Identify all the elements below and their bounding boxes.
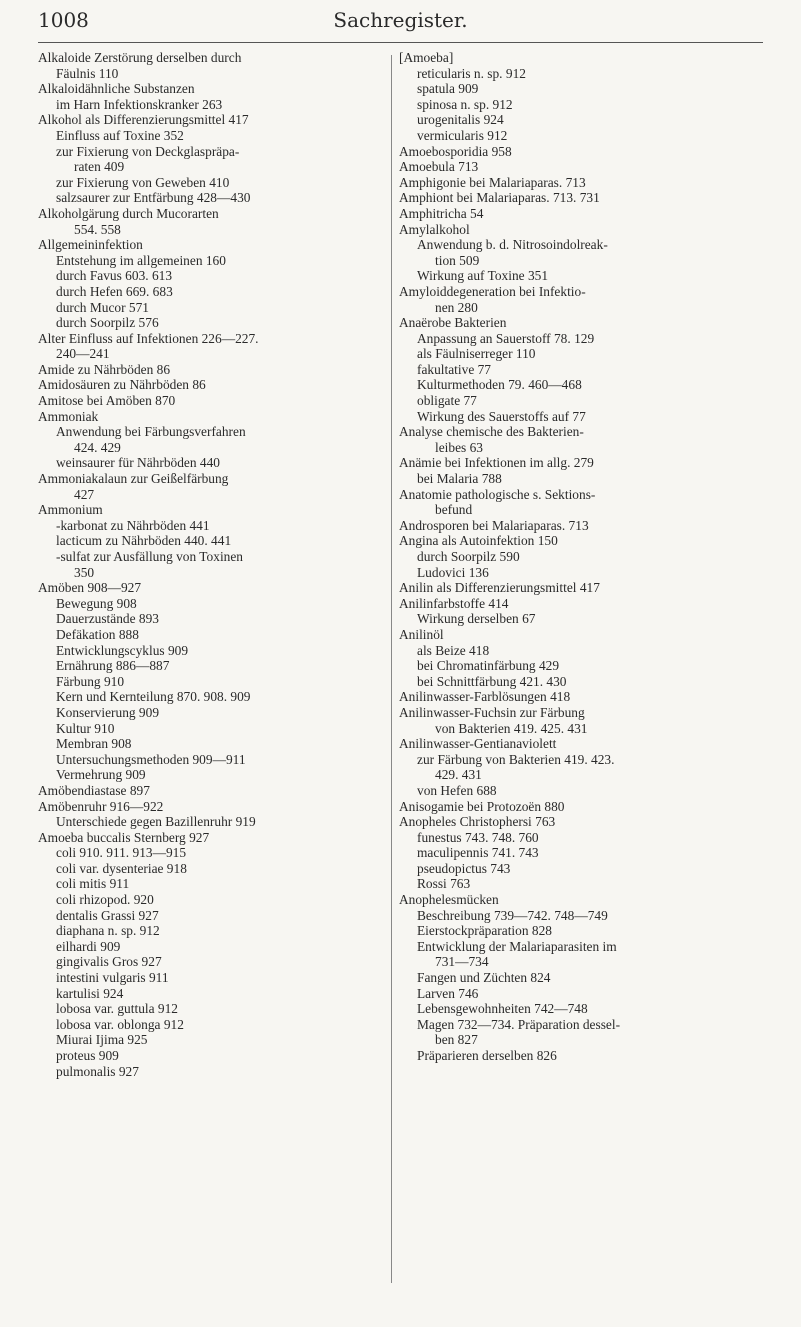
- index-entry: proteus 909: [56, 1048, 119, 1063]
- index-entry: Amöben 908—927: [38, 580, 142, 596]
- index-entry: intestini vulgaris 911: [56, 970, 169, 986]
- index-entry: befund: [435, 502, 473, 518]
- index-entry: Anopheles Christophersi 763: [399, 814, 556, 830]
- index-entry: [Amoeba]: [399, 50, 454, 65]
- index-entry: Entstehung im allgemeinen 160: [56, 252, 226, 268]
- index-entry: raten 409: [74, 159, 125, 175]
- index-entry: funestus 743. 748. 760: [417, 829, 539, 845]
- index-entry: durch Soorpilz 590: [417, 549, 520, 564]
- index-entry: Anilinwasser-Gentianaviolett: [399, 736, 557, 752]
- index-entry: lobosa var. guttula 912: [56, 1001, 178, 1017]
- index-entry: Anilinöl: [399, 626, 444, 642]
- index-entry: tion 509: [435, 252, 480, 268]
- index-entry: maculipennis 741. 743: [417, 845, 539, 861]
- index-entry: reticularis n. sp. 912: [417, 65, 526, 81]
- header-rule: [38, 42, 763, 43]
- index-entry: Anpassung an Sauerstoff 78. 129: [417, 330, 595, 346]
- index-entry: von Bakterien 419. 425. 431: [435, 720, 588, 736]
- index-entry: 429. 431: [435, 767, 482, 783]
- index-entry: 554. 558: [74, 221, 121, 237]
- index-entry: spinosa n. sp. 912: [417, 96, 513, 112]
- index-entry: -sulfat zur Ausfällung von Toxinen: [56, 549, 243, 564]
- index-entry: 240—241: [56, 346, 110, 362]
- index-entry: obligate 77: [417, 393, 477, 409]
- index-entry: Präparieren derselben 826: [417, 1048, 557, 1063]
- index-entry: Untersuchungsmethoden 909—911: [56, 751, 246, 767]
- index-entry: Amyloiddegeneration bei Infektio-: [399, 283, 586, 299]
- index-entry: Analyse chemische des Bakterien-: [399, 424, 584, 440]
- index-entry: diaphana n. sp. 912: [56, 923, 160, 939]
- index-entry: eilhardi 909: [56, 938, 121, 954]
- index-entry: Amoebula 713: [399, 159, 479, 175]
- index-entry: zur Fixierung von Geweben 410: [56, 174, 230, 190]
- index-entry: Ammoniak: [38, 408, 99, 424]
- index-entry: Ludovici 136: [417, 564, 489, 580]
- index-entry: bei Malaria 788: [417, 471, 502, 487]
- index-entry: Anwendung b. d. Nitrosoindolreak-: [417, 237, 608, 253]
- index-entry: Ernährung 886—887: [56, 658, 170, 674]
- index-entry: Rossi 763: [417, 876, 471, 892]
- index-entry: Membran 908: [56, 736, 132, 752]
- index-entry: Bewegung 908: [56, 595, 137, 611]
- index-entry: Anilinwasser-Fuchsin zur Färbung: [399, 704, 585, 720]
- index-entry: Anatomie pathologische s. Sektions-: [399, 486, 596, 502]
- index-entry: Larven 746: [417, 985, 479, 1001]
- index-entry: 427: [74, 486, 95, 502]
- index-entry: pulmonalis 927: [56, 1063, 139, 1079]
- index-entry: Wirkung auf Toxine 351: [417, 268, 549, 284]
- index-entry: Lebensgewohnheiten 742—748: [417, 1001, 588, 1017]
- index-entry: Entwicklung der Malariaparasiten im: [417, 938, 617, 954]
- index-entry: Anilinfarbstoffe 414: [399, 595, 509, 611]
- index-entry: bei Schnittfärbung 421. 430: [417, 673, 567, 689]
- index-entry: Anämie bei Infektionen im allg. 279: [399, 455, 594, 471]
- index-entry: durch Mucor 571: [56, 299, 149, 315]
- index-entry: Konservierung 909: [56, 704, 160, 720]
- index-entry: Alkoholgärung durch Mucorarten: [38, 205, 219, 221]
- index-entry: Ammonium: [38, 502, 103, 518]
- index-entry: Amylalkohol: [399, 221, 470, 237]
- index-entry: pseudopictus 743: [417, 860, 511, 876]
- index-entry: Amide zu Nährböden 86: [38, 361, 171, 377]
- index-entry: Amoebosporidia 958: [399, 143, 512, 159]
- index-entry: Ammoniakalaun zur Geißelfärbung: [38, 471, 229, 487]
- index-entry: durch Hefen 669. 683: [56, 283, 173, 299]
- index-entry: Beschreibung 739—742. 748—749: [417, 907, 608, 923]
- index-entry: lacticum zu Nährböden 440. 441: [56, 533, 232, 549]
- index-entry: salzsaurer zur Entfärbung 428—430: [56, 190, 251, 206]
- index-entry: im Harn Infektionskranker 263: [56, 96, 223, 112]
- index-entry: Einfluss auf Toxine 352: [56, 127, 184, 143]
- index-entry: Miurai Ijima 925: [56, 1032, 148, 1048]
- index-entry: Amphitricha 54: [399, 205, 484, 221]
- index-entry: Alkohol als Differenzierungsmittel 417: [38, 112, 249, 128]
- index-entry: dentalis Grassi 927: [56, 907, 159, 923]
- index-entry: Amphiont bei Malariaparas. 713. 731: [399, 190, 600, 206]
- index-entry: Allgemeininfektion: [38, 237, 143, 253]
- index-entry: Dauerzustände 893: [56, 611, 159, 627]
- index-entry: zur Fixierung von Deckglaspräpa-: [56, 143, 240, 159]
- index-entry: Amöbendiastase 897: [38, 782, 150, 798]
- index-entry: Wirkung derselben 67: [417, 611, 536, 627]
- page-number: 1008: [38, 8, 89, 32]
- index-entry: Amphigonie bei Malariaparas. 713: [399, 174, 586, 190]
- index-entry: kartulisi 924: [56, 985, 124, 1001]
- index-entry: Anilin als Differenzierungsmittel 417: [399, 580, 600, 596]
- index-entry: Magen 732—734. Präparation dessel-: [417, 1016, 621, 1032]
- index-entry: Defäkation 888: [56, 626, 139, 642]
- index-entry: Amöbenruhr 916—922: [38, 798, 164, 814]
- index-entry: weinsaurer für Nährböden 440: [56, 455, 220, 471]
- index-entry: coli mitis 911: [56, 876, 130, 892]
- running-title: Sachregister.: [333, 8, 468, 32]
- index-entry: ben 827: [435, 1032, 478, 1048]
- index-entry: Anaërobe Bakterien: [399, 315, 507, 331]
- index-entry: Amoeba buccalis Sternberg 927: [38, 829, 210, 845]
- index-entry: Kultur 910: [56, 720, 115, 736]
- index-entry: Angina als Autoinfektion 150: [399, 533, 558, 549]
- index-entry: Kern und Kernteilung 870. 908. 909: [56, 689, 251, 705]
- index-entry: Amitose bei Amöben 870: [38, 393, 176, 409]
- index-entry: Fäulnis 110: [56, 65, 119, 81]
- index-entry: -karbonat zu Nährböden 441: [56, 517, 210, 533]
- index-entry: Kulturmethoden 79. 460—468: [417, 377, 582, 393]
- index-entry: nen 280: [435, 299, 478, 315]
- index-entry: bei Chromatinfärbung 429: [417, 658, 560, 674]
- index-entry: 424. 429: [74, 439, 121, 455]
- index-entry: Alter Einfluss auf Infektionen 226—227.: [38, 330, 259, 346]
- index-entry: fakultative 77: [417, 361, 491, 377]
- index-entry: 350: [74, 564, 95, 580]
- index-entry: Vermehrung 909: [56, 767, 146, 783]
- index-entry: lobosa var. oblonga 912: [56, 1016, 184, 1032]
- index-entry: Alkaloidähnliche Substanzen: [38, 81, 195, 97]
- index-entry: coli rhizopod. 920: [56, 892, 154, 908]
- index-entry: Amidosäuren zu Nährböden 86: [38, 377, 206, 393]
- index-column-right: [399, 50, 761, 1064]
- index-entry: gingivalis Gros 927: [56, 954, 162, 970]
- index-entry: als Fäulniserreger 110: [417, 346, 536, 362]
- index-entry: Androsporen bei Malariaparas. 713: [399, 517, 589, 533]
- index-entry: Anilinwasser-Farblösungen 418: [399, 689, 571, 705]
- page-header: [0, 8, 801, 44]
- index-entry: vermicularis 912: [417, 127, 508, 143]
- index-entry: zur Färbung von Bakterien 419. 423.: [417, 751, 615, 767]
- index-entry: urogenitalis 924: [417, 112, 504, 128]
- index-entry: Wirkung des Sauerstoffs auf 77: [417, 408, 586, 424]
- index-entry: leibes 63: [435, 439, 483, 455]
- index-entry: coli 910. 911. 913—915: [56, 845, 187, 861]
- index-entry: Färbung 910: [56, 673, 125, 689]
- index-entry: Unterschiede gegen Bazillenruhr 919: [56, 814, 256, 830]
- index-entry: spatula 909: [417, 81, 479, 97]
- index-entry: als Beize 418: [417, 642, 490, 658]
- index-entry: Anophelesmücken: [399, 892, 499, 908]
- index-entry: 731—734: [435, 954, 489, 970]
- index-entry: Alkaloide Zerstörung derselben durch: [38, 50, 242, 65]
- index-column-left: [38, 50, 384, 1079]
- index-entry: durch Favus 603. 613: [56, 268, 173, 284]
- index-entry: Anwendung bei Färbungsverfahren: [56, 424, 246, 440]
- index-entry: Entwicklungscyklus 909: [56, 642, 189, 658]
- index-entry: Anisogamie bei Protozoën 880: [399, 798, 565, 814]
- index-entry: durch Soorpilz 576: [56, 315, 159, 331]
- index-entry: von Hefen 688: [417, 782, 497, 798]
- index-entry: Fangen und Züchten 824: [417, 970, 551, 986]
- column-divider: [391, 55, 392, 1283]
- index-entry: Eierstockpräparation 828: [417, 923, 552, 939]
- index-entry: coli var. dysenteriae 918: [56, 860, 187, 876]
